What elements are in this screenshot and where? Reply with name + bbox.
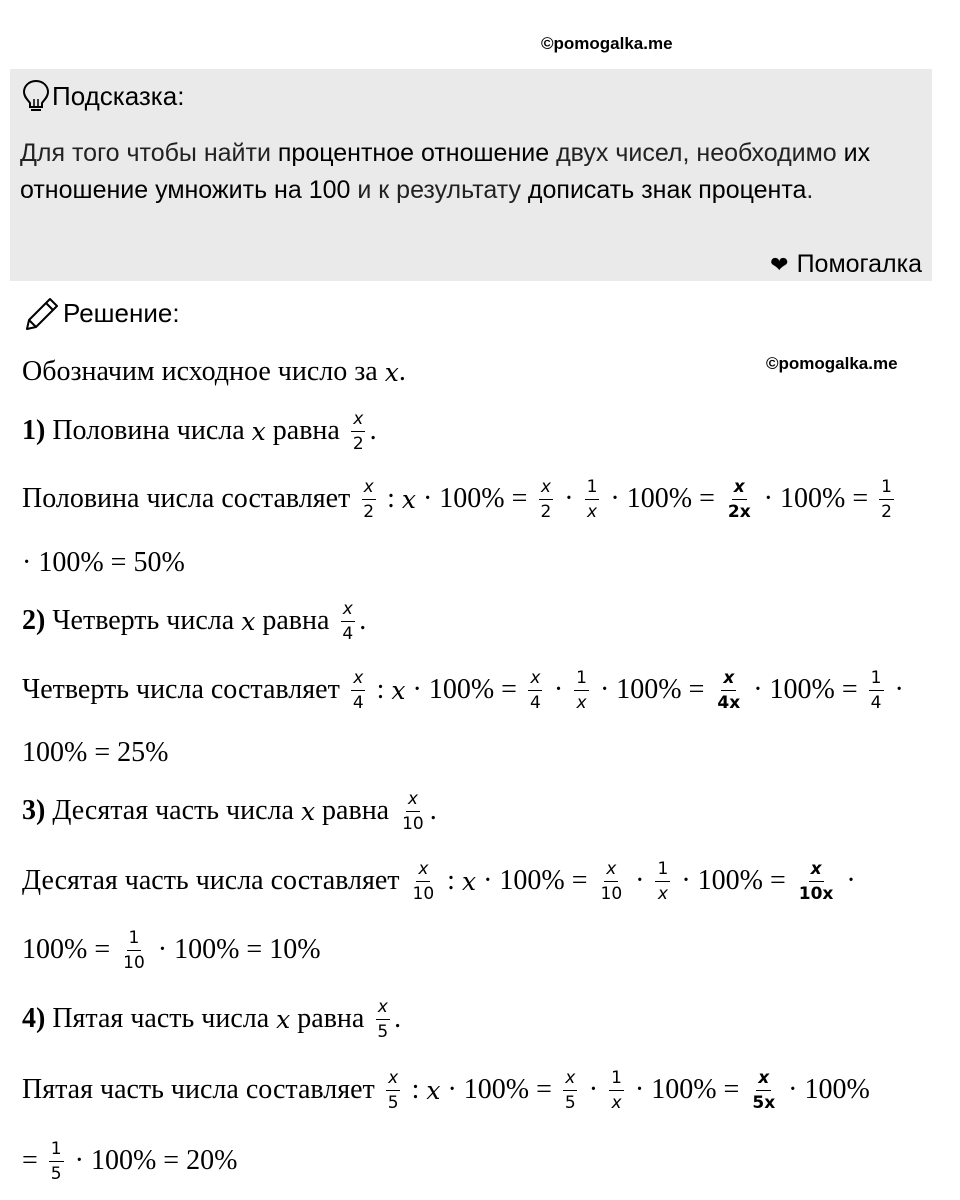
hint-emphasis: их отношение умножить на 100 (20, 139, 871, 204)
math-text: · (546, 674, 571, 705)
fraction-numerator: 1 (879, 477, 894, 500)
watermark-right: ©pomogalka.me (766, 354, 898, 373)
fraction-numerator: 1 (574, 668, 589, 691)
fraction (538, 477, 553, 522)
step2-line2: 100% = 25% (22, 737, 169, 768)
fraction-numerator: x (756, 1068, 771, 1091)
math-text: Обозначим исходное число за (22, 356, 385, 387)
fraction-denominator: x (611, 1092, 622, 1113)
fraction (715, 668, 742, 713)
fraction (49, 1139, 64, 1184)
fraction-denominator: x (586, 501, 598, 522)
fraction-denominator: 5 (387, 1092, 399, 1113)
fraction-denominator: 4 (352, 692, 364, 713)
hint-text (20, 135, 920, 209)
fraction-denominator: 4x (717, 692, 741, 713)
fraction-denominator: 10 (412, 883, 435, 904)
math-text: · 100% = (405, 674, 524, 705)
fraction (869, 668, 884, 713)
variable: x (426, 1075, 441, 1105)
hint-run: . (806, 176, 814, 204)
fraction-denominator: 5 (377, 1021, 389, 1042)
fraction-numerator: x (563, 1068, 577, 1091)
math-text: · 100% = 10% (150, 934, 321, 965)
variable: x (300, 796, 316, 826)
step-number: 4) (22, 1003, 46, 1034)
fraction-numerator: x (809, 859, 824, 882)
math-text: · 100% = (415, 483, 535, 514)
fraction-denominator: 5 (564, 1092, 576, 1113)
fraction (797, 859, 836, 904)
fraction (411, 859, 437, 904)
math-text: · (628, 865, 652, 896)
math-text: равна (265, 415, 347, 446)
fraction-denominator: 4 (529, 692, 541, 713)
heart-icon: ❤ (770, 252, 789, 277)
step-number: 2) (22, 605, 46, 636)
hint-run: и к результату (350, 176, 528, 204)
fraction-numerator: 1 (609, 1068, 624, 1091)
fraction-numerator: 1 (585, 477, 600, 500)
math-text: Четверть числа (45, 605, 242, 636)
math-text: · (839, 865, 856, 896)
step1-line2: · 100% = 50% (22, 547, 185, 578)
math-text: · 100% = (603, 483, 722, 514)
solution-title: Решение: (63, 298, 180, 328)
fraction-denominator: 10 (123, 952, 145, 973)
fraction-denominator: 4 (870, 692, 882, 713)
math-text: · 100% = (592, 674, 712, 705)
watermark-top: ©pomogalka.me (541, 34, 673, 53)
fraction-numerator: x (386, 1068, 400, 1091)
hint-title: Подсказка: (52, 81, 185, 111)
variable: x (276, 1004, 291, 1034)
fraction (361, 477, 376, 522)
fraction-numerator: x (416, 859, 430, 882)
fraction-denominator: 5 (50, 1163, 62, 1184)
fraction (340, 599, 355, 644)
math-text: Пятая часть числа (45, 1003, 277, 1034)
fraction (386, 1068, 401, 1113)
math-text: · (557, 483, 581, 514)
math-text: : (380, 483, 402, 514)
fraction-numerator: x (362, 477, 376, 500)
math-text: · (581, 1074, 606, 1105)
hint-run: Для того чтобы найти (20, 139, 278, 167)
fraction-numerator: x (406, 789, 420, 812)
fraction-numerator: 1 (655, 859, 670, 882)
math-text: Пятая часть числа составляет (22, 1074, 382, 1105)
fraction (655, 859, 670, 904)
fraction (121, 928, 147, 973)
math-text: равна (315, 795, 397, 826)
variable: x (241, 606, 256, 636)
math-text: равна (290, 1003, 372, 1034)
fraction-numerator: 1 (869, 668, 884, 691)
fraction-denominator: 2x (727, 501, 751, 522)
math-text: Десятая часть числа составляет (22, 865, 407, 896)
fraction (726, 477, 753, 522)
fraction-denominator: 5x (752, 1092, 776, 1113)
fraction-denominator: 10 (402, 813, 424, 834)
fraction (351, 409, 366, 454)
step1-heading (22, 406, 377, 456)
fraction-numerator: x (376, 997, 390, 1020)
hint-emphasis: дописать знак процента (527, 176, 807, 204)
math-text: · 100% = (746, 674, 865, 705)
fraction-numerator: x (721, 668, 736, 691)
fraction-numerator: 1 (127, 928, 142, 951)
variable: x (251, 416, 266, 446)
fraction-denominator: x (657, 883, 668, 904)
math-text: : (369, 674, 392, 705)
fraction-denominator: 2 (881, 501, 892, 522)
fraction-numerator: x (341, 599, 355, 622)
fraction (585, 477, 600, 522)
fraction-denominator: 10x (798, 883, 834, 904)
math-text: · 100% = (756, 483, 876, 514)
variable: x (384, 357, 399, 387)
math-text: Четверть числа составляет (22, 674, 347, 705)
math-text: · 100% (781, 1074, 870, 1105)
step3-line2 (22, 922, 321, 978)
math-text: Половина числа (45, 415, 252, 446)
fraction-denominator: x (576, 692, 587, 713)
fraction-numerator: x (351, 409, 365, 432)
variable: x (461, 866, 477, 896)
step3-heading (22, 786, 437, 836)
math-text: · 100% = (674, 865, 793, 896)
hint-run: двух чисел, необходимо (549, 139, 844, 167)
math-text: равна (255, 605, 337, 636)
pencil-icon (24, 296, 60, 337)
fraction (563, 1068, 578, 1113)
math-text: : (440, 865, 462, 896)
math-text: . (359, 605, 367, 636)
signature-text: Помогалка (796, 250, 922, 278)
fraction-numerator: x (528, 668, 542, 691)
fraction-numerator: 1 (49, 1139, 64, 1162)
step1-line1 (22, 471, 898, 527)
signature (770, 250, 922, 279)
math-text: · 100% = (440, 1074, 559, 1105)
fraction-numerator: x (732, 477, 747, 500)
math-text: . (394, 1003, 402, 1034)
math-text: Десятая часть числа (45, 795, 301, 826)
step4-line1 (22, 1062, 870, 1118)
math-text: . (369, 415, 377, 446)
fraction (879, 477, 894, 522)
fraction (750, 1068, 777, 1113)
variable: x (401, 484, 416, 514)
step3-line1 (22, 853, 856, 909)
fraction-denominator: 2 (363, 501, 375, 522)
step-number: 1) (22, 415, 46, 446)
fraction (574, 668, 589, 713)
intro-line (22, 352, 406, 392)
fraction-numerator: x (539, 477, 553, 500)
math-text: . (398, 356, 406, 387)
step4-line2 (22, 1133, 237, 1189)
step-number: 3) (22, 795, 46, 826)
variable: x (391, 675, 406, 705)
math-text: = (22, 1145, 45, 1176)
fraction (351, 668, 366, 713)
fraction (375, 997, 390, 1042)
fraction-denominator: 4 (342, 623, 354, 644)
fraction (609, 1068, 624, 1113)
math-text: Половина числа составляет (22, 483, 358, 514)
hint-emphasis: процентное отношение (277, 139, 550, 167)
fraction-numerator: x (604, 859, 618, 882)
math-text: · 100% = (476, 865, 595, 896)
fraction (599, 859, 625, 904)
fraction-denominator: 2 (352, 433, 364, 454)
math-text: : (404, 1074, 427, 1105)
fraction (400, 789, 426, 834)
fraction-numerator: x (351, 668, 365, 691)
math-text: · 100% = 20% (67, 1145, 238, 1176)
lightbulb-icon (22, 79, 50, 118)
fraction (528, 668, 543, 713)
fraction-denominator: 10 (600, 883, 623, 904)
step4-heading (22, 994, 401, 1044)
math-text: . (429, 795, 437, 826)
fraction-denominator: 2 (540, 501, 552, 522)
math-text: · 100% = (627, 1074, 747, 1105)
step2-line1 (22, 662, 904, 718)
math-text: 100% = (22, 934, 118, 965)
math-text: · (887, 674, 904, 705)
step2-heading (22, 596, 366, 646)
